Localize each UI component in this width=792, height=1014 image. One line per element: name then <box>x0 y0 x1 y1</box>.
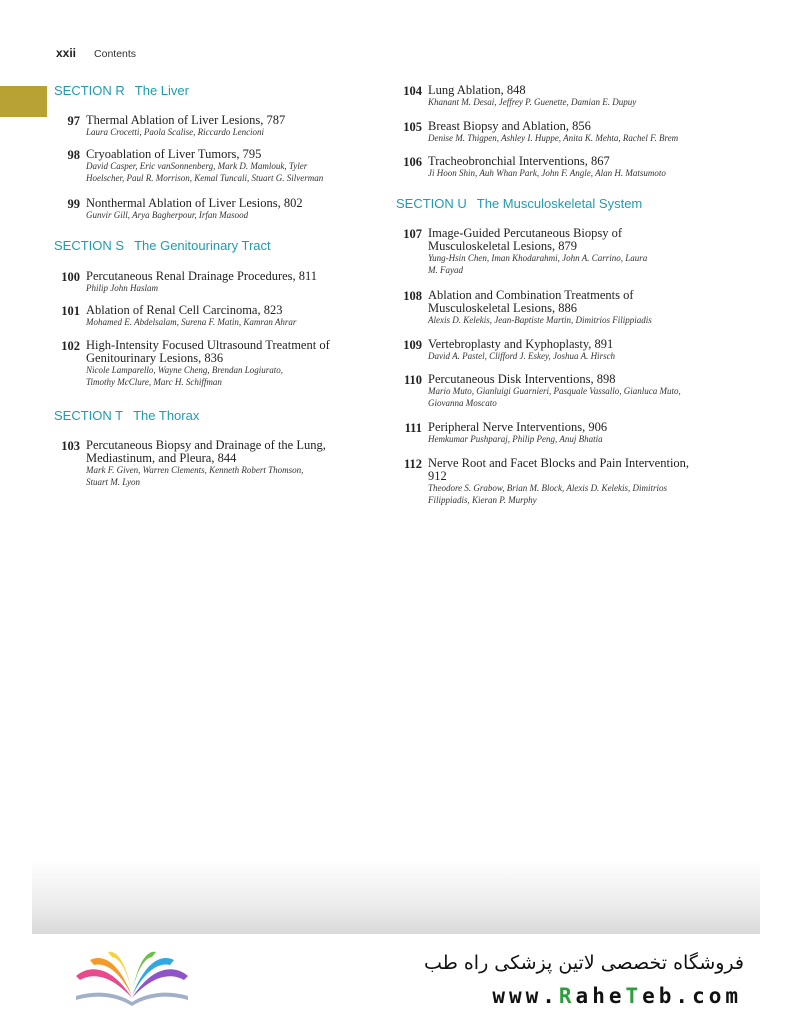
chapter-authors: Yung-Hsin Chen, Iman Khodarahmi, John A. Carrino, Laura <box>428 253 648 263</box>
chapter-title: Breast Biopsy and Ablation, 856 <box>428 119 591 133</box>
chapter-authors: Mohamed E. Abdelsalam, Surena F. Matin, Kamran Ahrar <box>86 317 297 327</box>
chapter-authors: Filippiadis, Kieran P. Murphy <box>428 494 537 505</box>
toc-entry-99[interactable]: 99 Nonthermal Ablation of Liver Lesions, 802 Gunvir Gill, Arya Bagherpour, Irfan Masood <box>54 197 374 222</box>
page-header <box>56 46 136 62</box>
toc-entry-98[interactable]: 98 Cryoablation of Liver Tumors, 795 David Casper, Eric vanSonnenberg, Mark D. Mamlouk, Tyler Hoelscher, Paul R. Morrison, Kemal Tuncali, Stuart G. Silverman <box>54 148 374 184</box>
chapter-title: Percutaneous Renal Drainage Procedures, 811 <box>86 269 318 283</box>
chapter-title-cont: Musculoskeletal Lesions, 886 <box>428 301 577 315</box>
chapter-authors: Stuart M. Lyon <box>86 476 140 487</box>
chapter-title-cont: Musculoskeletal Lesions, 879 <box>428 239 577 253</box>
toc-entry-102[interactable]: 102 High-Intensity Focused Ultrasound Treatment of Genitourinary Lesions, 836 Nicole Lamparello, Wayne Cheng, Brendan Logiurato, Timothy McClure, Marc H. Schiffman <box>54 339 374 388</box>
shop-url[interactable]: www.RaheTeb.com <box>492 984 742 1008</box>
section-heading-r: SECTION R The Liver <box>54 83 189 98</box>
chapter-authors: Gunvir Gill, Arya Bagherpour, Irfan Masood <box>86 210 249 220</box>
chapter-title: Ablation and Combination Treatments of <box>428 288 634 302</box>
chapter-title: Percutaneous Disk Interventions, 898 <box>428 372 616 386</box>
toc-entry-100[interactable]: 100 Percutaneous Renal Drainage Procedures, 811 Philip John Haslam <box>54 270 374 295</box>
toc-entry-101[interactable]: 101 Ablation of Renal Cell Carcinoma, 823 Mohamed E. Abdelsalam, Surena F. Matin, Kamran Ahrar <box>54 304 374 329</box>
chapter-authors: Hemkumar Pushparaj, Philip Peng, Anuj Bhatia <box>428 434 603 444</box>
toc-entry-97[interactable]: 97 Thermal Ablation of Liver Lesions, 787 Laura Crocetti, Paola Scalise, Riccardo Lencioni <box>54 114 374 139</box>
chapter-title: High-Intensity Focused Ultrasound Treatment of <box>86 338 330 352</box>
shop-name-text: فروشگاه تخصصی لاتین پزشکی راه طب <box>424 952 744 974</box>
open-book-logo-icon <box>72 946 192 1008</box>
toc-entry-108[interactable]: 108 Ablation and Combination Treatments of Musculoskeletal Lesions, 886 Alexis D. Kelekis, Jean-Baptiste Martin, Dimitrios Filippiadis <box>396 289 736 327</box>
chapter-title: Image-Guided Percutaneous Biopsy of <box>428 226 623 240</box>
section-tab-marker <box>0 86 47 117</box>
chapter-authors: M. Fayad <box>428 264 463 275</box>
chapter-authors: Philip John Haslam <box>86 283 158 293</box>
toc-entry-111[interactable]: 111 Peripheral Nerve Interventions, 906 Hemkumar Pushparaj, Philip Peng, Anuj Bhatia <box>396 421 736 446</box>
chapter-title: Cryoablation of Liver Tumors, 795 <box>86 147 262 161</box>
chapter-title: Peripheral Nerve Interventions, 906 <box>428 420 608 434</box>
chapter-authors: Nicole Lamparello, Wayne Cheng, Brendan Logiurato, <box>86 365 283 375</box>
chapter-authors: David Casper, Eric vanSonnenberg, Mark D. Mamlouk, Tyler <box>86 161 308 171</box>
toc-entry-109[interactable]: 109 Vertebroplasty and Kyphoplasty, 891 David A. Pastel, Clifford J. Eskey, Joshua A. Hirsch <box>396 338 736 363</box>
toc-entry-110[interactable]: 110 Percutaneous Disk Interventions, 898 Mario Muto, Gianluigi Guarnieri, Pasquale Vassallo, Gianluca Muto, Giovanna Moscato <box>396 373 736 409</box>
chapter-authors: Theodore S. Grabow, Brian M. Block, Alexis D. Kelekis, Dimitrios <box>428 483 668 493</box>
toc-entry-107[interactable]: 107 Image-Guided Percutaneous Biopsy of Musculoskeletal Lesions, 879 Yung-Hsin Chen, Iman Khodarahmi, John A. Carrino, Laura M. Fayad <box>396 227 736 276</box>
chapter-title: Thermal Ablation of Liver Lesions, 787 <box>86 113 286 127</box>
chapter-title-cont: Genitourinary Lesions, 836 <box>86 351 224 365</box>
page-number: xxii <box>56 46 77 60</box>
chapter-authors: Alexis D. Kelekis, Jean-Baptiste Martin, Dimitrios Filippiadis <box>428 315 652 325</box>
section-heading-u: SECTION U The Musculoskeletal System <box>396 196 643 211</box>
chapter-authors: Denise M. Thigpen, Ashley I. Huppe, Anita K. Mehta, Rachel F. Brem <box>428 133 679 143</box>
toc-entry-105[interactable]: 105 Breast Biopsy and Ablation, 856 Denise M. Thigpen, Ashley I. Huppe, Anita K. Mehta, Rachel F. Brem <box>396 120 736 145</box>
chapter-authors: Ji Hoon Shin, Auh Whan Park, John F. Angle, Alan H. Matsumoto <box>428 168 666 178</box>
chapter-title: Vertebroplasty and Kyphoplasty, 891 <box>428 337 614 351</box>
page-bottom-shadow <box>32 860 760 934</box>
toc-entry-106[interactable]: 106 Tracheobronchial Interventions, 867 Ji Hoon Shin, Auh Whan Park, John F. Angle, Alan H. Matsumoto <box>396 155 736 180</box>
chapter-title: Lung Ablation, 848 <box>428 83 526 97</box>
chapter-title: Percutaneous Biopsy and Drainage of the Lung, <box>86 438 326 452</box>
chapter-authors: Timothy McClure, Marc H. Schiffman <box>86 376 222 387</box>
chapter-title: Nonthermal Ablation of Liver Lesions, 802 <box>86 196 303 210</box>
chapter-authors: Mark F. Given, Warren Clements, Kenneth Robert Thomson, <box>86 465 304 475</box>
chapter-title: Ablation of Renal Cell Carcinoma, 823 <box>86 303 283 317</box>
section-heading-t: SECTION T The Thorax <box>54 408 200 423</box>
section-heading-s: SECTION S The Genitourinary Tract <box>54 238 271 253</box>
running-head: Contents <box>94 48 137 60</box>
chapter-authors: Mario Muto, Gianluigi Guarnieri, Pasquale Vassallo, Gianluca Muto, <box>428 386 681 396</box>
toc-entry-112[interactable]: 112 Nerve Root and Facet Blocks and Pain Intervention, 912 Theodore S. Grabow, Brian M. Block, Alexis D. Kelekis, Dimitrios Filippiadis, Kieran P. Murphy <box>396 457 736 506</box>
chapter-title-cont: Mediastinum, and Pleura, 844 <box>86 451 237 465</box>
chapter-authors: Khanant M. Desai, Jeffrey P. Guenette, Damian E. Dupuy <box>428 97 637 107</box>
chapter-title: Tracheobronchial Interventions, 867 <box>428 154 610 168</box>
chapter-authors: Hoelscher, Paul R. Morrison, Kemal Tuncali, Stuart G. Silverman <box>86 172 324 183</box>
chapter-authors: Giovanna Moscato <box>428 397 497 408</box>
chapter-authors: Laura Crocetti, Paola Scalise, Riccardo Lencioni <box>86 127 265 137</box>
toc-entry-103[interactable]: 103 Percutaneous Biopsy and Drainage of the Lung, Mediastinum, and Pleura, 844 Mark F. Given, Warren Clements, Kenneth Robert Thomson, Stuart M. Lyon <box>54 439 374 488</box>
chapter-title: Nerve Root and Facet Blocks and Pain Intervention, <box>428 456 690 470</box>
chapter-title-cont: 912 <box>428 469 447 483</box>
chapter-authors: David A. Pastel, Clifford J. Eskey, Joshua A. Hirsch <box>428 351 616 361</box>
toc-entry-104[interactable]: 104 Lung Ablation, 848 Khanant M. Desai, Jeffrey P. Guenette, Damian E. Dupuy <box>396 84 736 109</box>
